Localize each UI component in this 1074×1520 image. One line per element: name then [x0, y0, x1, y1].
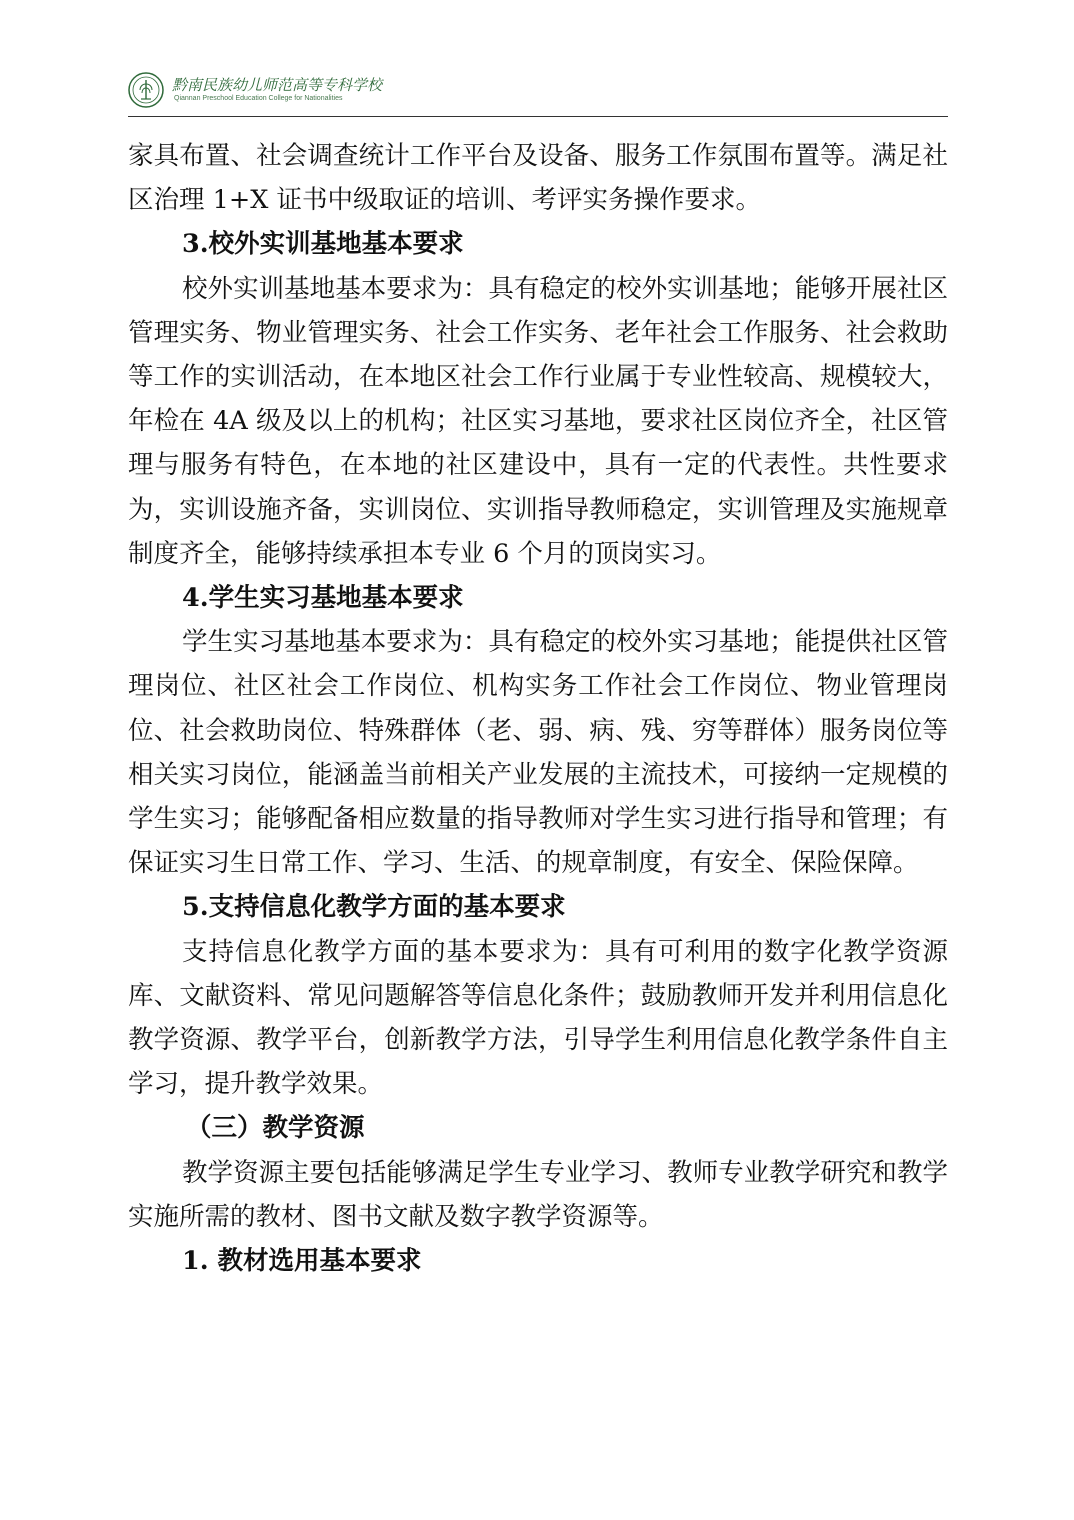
paragraph-offcampus-training-base: 校外实训基地基本要求为：具有稳定的校外实训基地；能够开展社区管理实务、物业管理实务、社会工作实务、老年社会工作服务、社会救助等工作的实训活动，在本地区社会工作行业属于专业性较高、规模较大，年检在 4A 级及以上的机构；社区实习基地，要求社区岗位齐全，社区管理与服务有特色，在本地的社区建设中，具有一定的代表性。共性要求为，实训设施齐备，实训岗位、实训指导教师稳定，实训管理及实施规章制度齐全，能够持续承担本专业 6 个月的顶岗实习。 [128, 273, 948, 569]
paragraph-facility-layout: 家具布置、社会调查统计工作平台及设备、服务工作氛围布置等。满足社区治理 1+X 证书中级取证的培训、考评实务操作要求。 [128, 141, 948, 216]
heading-textbook-selection: 1. 教材选用基本要求 [182, 1246, 422, 1277]
college-seal-icon [128, 72, 164, 108]
college-name-cn: 黔南民族幼儿师范高等专科学校 [172, 76, 383, 94]
heading-offcampus-training-base: 3.校外实训基地基本要求 [182, 229, 464, 260]
college-name-en: Qiannan Preschool Education College for Nationalities [174, 95, 343, 102]
page-header [128, 68, 948, 116]
header-divider [128, 116, 948, 117]
heading-it-teaching-support: 5.支持信息化教学方面的基本要求 [182, 892, 566, 923]
paragraph-student-internship-base: 学生实习基地基本要求为：具有稳定的校外实习基地；能提供社区管理岗位、社区社会工作岗位、机构实务工作社会工作岗位、物业管理岗位、社会救助岗位、特殊群体（老、弱、病、残、穷等群体）服务岗位等相关实习岗位，能涵盖当前相关产业发展的主流技术，可接纳一定规模的学生实习；能够配备相应数量的指导教师对学生实习进行指导和管理；有保证实习生日常工作、学习、生活、的规章制度，有安全、保险保障。 [128, 627, 948, 879]
paragraph-it-teaching-support: 支持信息化教学方面的基本要求为：具有可利用的数字化教学资源库、文献资料、常见问题解答等信息化条件；鼓励教师开发并利用信息化教学资源、教学平台，创新教学方法，引导学生利用信息化教学条件自主学习，提升教学效果。 [128, 936, 948, 1100]
heading-student-internship-base: 4.学生实习基地基本要求 [182, 583, 464, 614]
paragraph-teaching-resources: 教学资源主要包括能够满足学生专业学习、教师专业教学研究和教学实施所需的教材、图书文献及数字教学资源等。 [128, 1157, 948, 1232]
heading-teaching-resources: （三）教学资源 [186, 1113, 365, 1144]
document-body [128, 134, 948, 1283]
